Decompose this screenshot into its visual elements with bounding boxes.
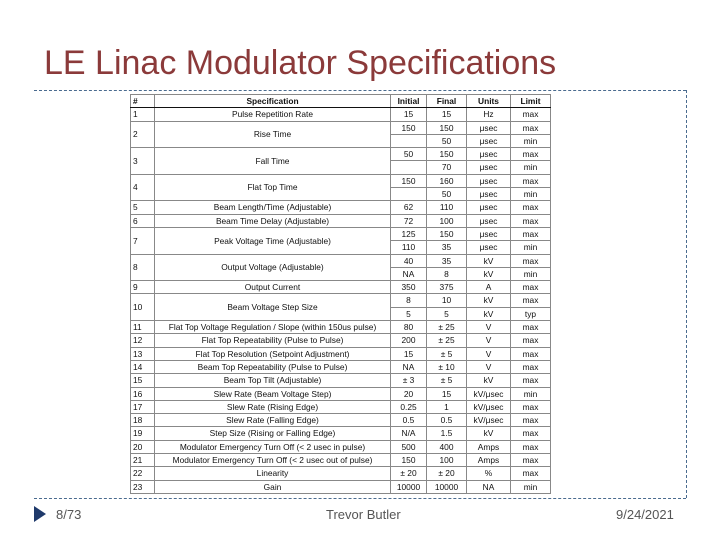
row-number: 6: [131, 214, 155, 227]
cell-initial: 62: [391, 201, 427, 214]
cell-units: %: [467, 467, 511, 480]
table-header-row: [131, 95, 551, 108]
cell-initial: 125: [391, 227, 427, 240]
cell-units: μsec: [467, 241, 511, 254]
table-row: [131, 108, 551, 121]
cell-initial: NA: [391, 360, 427, 373]
table-row: [131, 281, 551, 294]
cell-final: 110: [427, 201, 467, 214]
cell-limit: max: [511, 454, 551, 467]
cell-initial: 110: [391, 241, 427, 254]
cell-initial: 200: [391, 334, 427, 347]
row-specification: Modulator Emergency Turn Off (< 2 usec in pulse): [155, 440, 391, 453]
row-number: 17: [131, 400, 155, 413]
cell-limit: max: [511, 174, 551, 187]
cell-limit: max: [511, 281, 551, 294]
cell-initial: 150: [391, 121, 427, 134]
row-specification: Flat Top Voltage Regulation / Slope (within 150us pulse): [155, 321, 391, 334]
cell-limit: min: [511, 267, 551, 280]
header-final: Final: [427, 95, 467, 108]
row-number: 9: [131, 281, 155, 294]
cell-final: 375: [427, 281, 467, 294]
row-number: 16: [131, 387, 155, 400]
row-specification: Beam Top Tilt (Adjustable): [155, 374, 391, 387]
cell-final: ± 25: [427, 334, 467, 347]
cell-limit: max: [511, 414, 551, 427]
header-specification: Specification: [155, 95, 391, 108]
row-number: 10: [131, 294, 155, 321]
author-name: Trevor Butler: [326, 507, 401, 522]
row-specification: Rise Time: [155, 121, 391, 148]
row-specification: Slew Rate (Rising Edge): [155, 400, 391, 413]
cell-limit: max: [511, 254, 551, 267]
cell-initial: [391, 134, 427, 147]
cell-units: kV/μsec: [467, 400, 511, 413]
row-number: 11: [131, 321, 155, 334]
page-title: LE Linac Modulator Specifications: [44, 44, 557, 82]
header-units: Units: [467, 95, 511, 108]
cell-initial: 8: [391, 294, 427, 307]
cell-limit: max: [511, 400, 551, 413]
cell-final: 160: [427, 174, 467, 187]
row-number: 12: [131, 334, 155, 347]
cell-units: kV: [467, 307, 511, 320]
spec-table-container: [130, 94, 550, 494]
cell-initial: [391, 188, 427, 201]
table-row: [131, 374, 551, 387]
cell-final: ± 10: [427, 360, 467, 373]
table-row: [131, 387, 551, 400]
table-row: [131, 294, 551, 307]
header-initial: Initial: [391, 95, 427, 108]
cell-initial: 15: [391, 347, 427, 360]
cell-units: V: [467, 347, 511, 360]
row-specification: Slew Rate (Beam Voltage Step): [155, 387, 391, 400]
table-row: [131, 174, 551, 187]
cell-units: kV: [467, 267, 511, 280]
row-specification: Beam Top Repeatability (Pulse to Pulse): [155, 360, 391, 373]
cell-units: μsec: [467, 148, 511, 161]
cell-final: 150: [427, 227, 467, 240]
row-number: 21: [131, 454, 155, 467]
cell-initial: 150: [391, 174, 427, 187]
cell-final: 8: [427, 267, 467, 280]
cell-initial: NA: [391, 267, 427, 280]
cell-initial: ± 20: [391, 467, 427, 480]
table-row: [131, 400, 551, 413]
cell-limit: typ: [511, 307, 551, 320]
cell-units: μsec: [467, 188, 511, 201]
row-number: 2: [131, 121, 155, 148]
table-body: [131, 108, 551, 494]
cell-units: kV/μsec: [467, 387, 511, 400]
cell-limit: max: [511, 374, 551, 387]
cell-limit: max: [511, 121, 551, 134]
table-row: [131, 467, 551, 480]
cell-initial: 150: [391, 454, 427, 467]
cell-final: ± 5: [427, 347, 467, 360]
header-limit: Limit: [511, 95, 551, 108]
cell-final: 15: [427, 108, 467, 121]
cell-units: kV: [467, 374, 511, 387]
cell-limit: max: [511, 440, 551, 453]
table-row: [131, 454, 551, 467]
cell-limit: min: [511, 134, 551, 147]
cell-initial: ± 3: [391, 374, 427, 387]
cell-units: kV: [467, 294, 511, 307]
row-specification: Flat Top Repeatability (Pulse to Pulse): [155, 334, 391, 347]
cell-limit: min: [511, 241, 551, 254]
cell-limit: max: [511, 347, 551, 360]
cell-initial: 50: [391, 148, 427, 161]
table-row: [131, 254, 551, 267]
cell-limit: max: [511, 360, 551, 373]
cell-units: kV: [467, 427, 511, 440]
cell-initial: 80: [391, 321, 427, 334]
cell-final: 15: [427, 387, 467, 400]
row-specification: Beam Voltage Step Size: [155, 294, 391, 321]
cell-limit: max: [511, 227, 551, 240]
row-specification: Beam Time Delay (Adjustable): [155, 214, 391, 227]
cell-initial: 5: [391, 307, 427, 320]
slide-date: 9/24/2021: [616, 507, 674, 522]
row-number: 18: [131, 414, 155, 427]
cell-units: kV/μsec: [467, 414, 511, 427]
cell-units: μsec: [467, 201, 511, 214]
row-number: 3: [131, 148, 155, 175]
row-number: 15: [131, 374, 155, 387]
row-specification: Gain: [155, 480, 391, 493]
cell-initial: 20: [391, 387, 427, 400]
bottom-divider: [34, 498, 686, 499]
cell-limit: max: [511, 108, 551, 121]
page-number: 8/73: [56, 507, 82, 522]
cell-final: 50: [427, 134, 467, 147]
row-specification: Flat Top Time: [155, 174, 391, 201]
cell-units: μsec: [467, 134, 511, 147]
cell-initial: N/A: [391, 427, 427, 440]
row-number: 22: [131, 467, 155, 480]
cell-final: 50: [427, 188, 467, 201]
cell-final: 5: [427, 307, 467, 320]
row-number: 14: [131, 360, 155, 373]
cell-final: 35: [427, 241, 467, 254]
table-row: [131, 148, 551, 161]
row-specification: Step Size (Rising or Falling Edge): [155, 427, 391, 440]
cell-limit: min: [511, 161, 551, 174]
cell-final: ± 25: [427, 321, 467, 334]
table-row: [131, 214, 551, 227]
cell-units: V: [467, 321, 511, 334]
row-specification: Pulse Repetition Rate: [155, 108, 391, 121]
cell-initial: 0.5: [391, 414, 427, 427]
cell-limit: max: [511, 427, 551, 440]
cell-units: Hz: [467, 108, 511, 121]
cell-final: 150: [427, 121, 467, 134]
cell-initial: 72: [391, 214, 427, 227]
cell-final: 100: [427, 454, 467, 467]
cell-limit: min: [511, 387, 551, 400]
table-row: [131, 227, 551, 240]
cell-final: 0.5: [427, 414, 467, 427]
right-divider: [686, 90, 687, 498]
cell-units: μsec: [467, 121, 511, 134]
cell-units: μsec: [467, 174, 511, 187]
cell-units: A: [467, 281, 511, 294]
cell-units: μsec: [467, 227, 511, 240]
cell-final: 70: [427, 161, 467, 174]
table-row: [131, 321, 551, 334]
cell-units: μsec: [467, 214, 511, 227]
cell-units: V: [467, 334, 511, 347]
cell-initial: 500: [391, 440, 427, 453]
cell-initial: 40: [391, 254, 427, 267]
top-divider: [34, 90, 686, 91]
row-specification: Fall Time: [155, 148, 391, 175]
cell-limit: max: [511, 148, 551, 161]
row-specification: Slew Rate (Falling Edge): [155, 414, 391, 427]
cell-limit: max: [511, 201, 551, 214]
cell-final: 10: [427, 294, 467, 307]
cell-units: kV: [467, 254, 511, 267]
row-number: 1: [131, 108, 155, 121]
cell-initial: 10000: [391, 480, 427, 493]
header-number: #: [131, 95, 155, 108]
cell-initial: 15: [391, 108, 427, 121]
cell-initial: 0.25: [391, 400, 427, 413]
cell-units: NA: [467, 480, 511, 493]
row-number: 7: [131, 227, 155, 254]
cell-limit: max: [511, 214, 551, 227]
cell-units: Amps: [467, 454, 511, 467]
row-specification: Output Voltage (Adjustable): [155, 254, 391, 281]
row-specification: Modulator Emergency Turn Off (< 2 usec out of pulse): [155, 454, 391, 467]
row-number: 8: [131, 254, 155, 281]
cell-limit: max: [511, 321, 551, 334]
cell-final: ± 20: [427, 467, 467, 480]
cell-initial: 350: [391, 281, 427, 294]
table-row: [131, 480, 551, 493]
row-specification: Beam Length/Time (Adjustable): [155, 201, 391, 214]
row-number: 23: [131, 480, 155, 493]
row-number: 13: [131, 347, 155, 360]
table-row: [131, 360, 551, 373]
table-row: [131, 121, 551, 134]
row-specification: Flat Top Resolution (Setpoint Adjustment): [155, 347, 391, 360]
cell-limit: min: [511, 188, 551, 201]
cell-limit: min: [511, 480, 551, 493]
row-number: 19: [131, 427, 155, 440]
table-row: [131, 334, 551, 347]
row-specification: Linearity: [155, 467, 391, 480]
cell-final: 150: [427, 148, 467, 161]
table-row: [131, 347, 551, 360]
table-row: [131, 414, 551, 427]
cell-final: ± 5: [427, 374, 467, 387]
cell-final: 100: [427, 214, 467, 227]
table-row: [131, 201, 551, 214]
cell-final: 1.5: [427, 427, 467, 440]
cell-limit: max: [511, 334, 551, 347]
row-number: 5: [131, 201, 155, 214]
cell-initial: [391, 161, 427, 174]
table-row: [131, 427, 551, 440]
row-number: 20: [131, 440, 155, 453]
row-specification: Output Current: [155, 281, 391, 294]
cell-limit: max: [511, 467, 551, 480]
spec-table: [130, 94, 551, 494]
row-number: 4: [131, 174, 155, 201]
cell-units: V: [467, 360, 511, 373]
cell-limit: max: [511, 294, 551, 307]
cell-units: Amps: [467, 440, 511, 453]
cell-units: μsec: [467, 161, 511, 174]
cell-final: 1: [427, 400, 467, 413]
cell-final: 400: [427, 440, 467, 453]
cell-final: 35: [427, 254, 467, 267]
table-row: [131, 440, 551, 453]
row-specification: Peak Voltage Time (Adjustable): [155, 227, 391, 254]
play-arrow-icon: [34, 506, 46, 522]
cell-final: 10000: [427, 480, 467, 493]
